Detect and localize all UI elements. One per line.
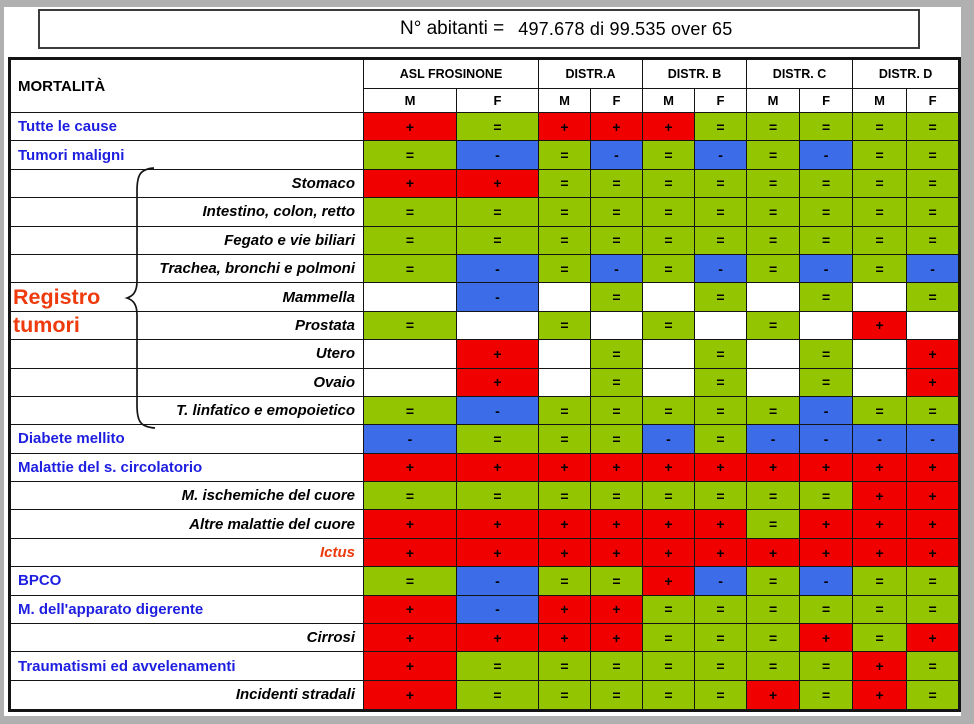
value-cell: = (364, 567, 457, 595)
value-cell: = (364, 396, 457, 424)
row-spacer (10, 624, 142, 652)
value-cell: = (643, 595, 695, 623)
row-label-main: Diabete mellito (10, 425, 364, 453)
value-cell: = (643, 198, 695, 226)
value-cell: + (853, 680, 907, 710)
registro-line1: Registro (13, 285, 101, 309)
value-cell (539, 340, 591, 368)
value-cell: = (695, 595, 747, 623)
value-cell: = (695, 340, 747, 368)
row-label-sub: Altre malattie del cuore (142, 510, 364, 538)
value-cell: + (853, 652, 907, 680)
row-spacer (10, 368, 142, 396)
value-cell: = (800, 595, 853, 623)
value-cell: + (853, 482, 907, 510)
value-cell: = (539, 198, 591, 226)
value-cell: + (591, 624, 643, 652)
value-cell: = (539, 254, 591, 282)
value-cell: = (591, 226, 643, 254)
tumor-group-brace (124, 165, 160, 431)
value-cell: - (591, 254, 643, 282)
value-cell: - (457, 396, 539, 424)
value-cell: - (907, 425, 960, 453)
row-spacer (10, 340, 142, 368)
registro-line2: tumori (13, 313, 80, 337)
value-cell: + (695, 510, 747, 538)
value-cell: - (591, 141, 643, 169)
value-cell: = (695, 226, 747, 254)
value-cell: = (747, 567, 800, 595)
value-cell: + (539, 510, 591, 538)
value-cell (695, 311, 747, 339)
value-cell: = (364, 141, 457, 169)
value-cell: + (364, 652, 457, 680)
value-cell: - (907, 254, 960, 282)
value-cell: = (457, 482, 539, 510)
column-subheader: F (591, 89, 643, 113)
value-cell: + (364, 624, 457, 652)
value-cell: + (695, 538, 747, 566)
value-cell: + (907, 482, 960, 510)
value-cell: + (364, 680, 457, 710)
row-label-sub: Ictus (142, 538, 364, 566)
value-cell: + (457, 340, 539, 368)
value-cell (643, 368, 695, 396)
column-subheader: M (643, 89, 695, 113)
value-cell: = (457, 680, 539, 710)
value-cell: = (853, 624, 907, 652)
value-cell: = (539, 226, 591, 254)
value-cell: - (695, 254, 747, 282)
value-cell: = (853, 226, 907, 254)
row-label-sub: Prostata (142, 311, 364, 339)
value-cell: = (643, 396, 695, 424)
value-cell (747, 340, 800, 368)
value-cell (364, 368, 457, 396)
value-cell: = (907, 198, 960, 226)
column-subheader: F (457, 89, 539, 113)
column-subheader: M (853, 89, 907, 113)
value-cell: = (907, 226, 960, 254)
value-cell: - (800, 396, 853, 424)
value-cell: - (800, 141, 853, 169)
value-cell: = (457, 226, 539, 254)
value-cell: + (539, 595, 591, 623)
value-cell: = (539, 169, 591, 197)
value-cell: = (591, 396, 643, 424)
value-cell: - (457, 141, 539, 169)
value-cell: = (364, 311, 457, 339)
value-cell: = (800, 368, 853, 396)
value-cell: = (591, 680, 643, 710)
row-label-sub: Ovaio (142, 368, 364, 396)
row-label-sub: Stomaco (142, 169, 364, 197)
value-cell: = (800, 226, 853, 254)
value-cell: = (695, 198, 747, 226)
value-cell: - (457, 283, 539, 311)
value-cell: - (364, 425, 457, 453)
value-cell: = (539, 311, 591, 339)
row-spacer (10, 226, 142, 254)
value-cell: = (457, 652, 539, 680)
column-group-header: DISTR. D (853, 59, 960, 89)
value-cell: + (800, 624, 853, 652)
value-cell: = (747, 198, 800, 226)
row-label-sub: Intestino, colon, retto (142, 198, 364, 226)
value-cell: - (800, 567, 853, 595)
value-cell: + (643, 538, 695, 566)
value-cell: = (695, 624, 747, 652)
group-header-row (10, 59, 960, 89)
value-cell: = (695, 113, 747, 141)
value-cell: + (364, 595, 457, 623)
value-cell: + (457, 453, 539, 481)
value-cell: = (853, 595, 907, 623)
value-cell: - (457, 567, 539, 595)
value-cell (643, 340, 695, 368)
value-cell: = (539, 652, 591, 680)
value-cell: = (591, 567, 643, 595)
value-cell: - (695, 567, 747, 595)
value-cell: + (643, 510, 695, 538)
row-label-sub: Incidenti stradali (142, 680, 364, 710)
value-cell: + (747, 538, 800, 566)
value-cell: = (643, 141, 695, 169)
value-cell: = (747, 482, 800, 510)
value-cell: + (539, 624, 591, 652)
value-cell: + (364, 453, 457, 481)
value-cell: = (747, 311, 800, 339)
value-cell: = (907, 396, 960, 424)
value-cell: + (800, 510, 853, 538)
value-cell: - (800, 254, 853, 282)
table-row (10, 567, 960, 595)
value-cell: = (364, 198, 457, 226)
value-cell: = (591, 283, 643, 311)
value-cell (539, 368, 591, 396)
value-cell: + (364, 113, 457, 141)
value-cell: = (747, 652, 800, 680)
table-row (10, 595, 960, 623)
value-cell: - (800, 425, 853, 453)
value-cell: = (907, 283, 960, 311)
value-cell: + (539, 453, 591, 481)
value-cell (364, 283, 457, 311)
table-row (10, 453, 960, 481)
value-cell: = (800, 482, 853, 510)
value-cell: = (907, 141, 960, 169)
value-cell: = (800, 340, 853, 368)
value-cell: + (457, 169, 539, 197)
value-cell: = (907, 652, 960, 680)
value-cell: = (457, 425, 539, 453)
value-cell (643, 283, 695, 311)
value-cell: + (907, 510, 960, 538)
value-cell: + (747, 453, 800, 481)
value-cell: = (907, 595, 960, 623)
column-subheader: F (907, 89, 960, 113)
row-label-sub: Fegato e vie biliari (142, 226, 364, 254)
value-cell: = (853, 198, 907, 226)
value-cell: = (364, 254, 457, 282)
value-cell: + (457, 510, 539, 538)
value-cell: = (853, 113, 907, 141)
value-cell: + (907, 538, 960, 566)
row-spacer (10, 396, 142, 424)
row-label-sub: M. ischemiche del cuore (142, 482, 364, 510)
value-cell: + (907, 624, 960, 652)
table-row (10, 652, 960, 680)
value-cell: = (643, 311, 695, 339)
value-cell: - (457, 595, 539, 623)
value-cell: + (907, 340, 960, 368)
value-cell: + (364, 510, 457, 538)
value-cell: = (643, 254, 695, 282)
value-cell: = (591, 652, 643, 680)
value-cell: + (643, 453, 695, 481)
value-cell: + (695, 453, 747, 481)
value-cell: = (853, 169, 907, 197)
value-cell: = (695, 425, 747, 453)
inhabitants-value: 497.678 di 99.535 over 65 (518, 18, 733, 39)
row-spacer (10, 254, 142, 282)
row-spacer (10, 538, 142, 566)
slide-page (4, 7, 961, 716)
value-cell (364, 340, 457, 368)
value-cell: = (747, 396, 800, 424)
row-label-sub: Mammella (142, 283, 364, 311)
column-subheader: F (695, 89, 747, 113)
value-cell: + (364, 538, 457, 566)
value-cell: = (591, 340, 643, 368)
value-cell: = (907, 169, 960, 197)
value-cell: = (539, 141, 591, 169)
column-group-header: DISTR.A (539, 59, 643, 89)
column-group-header: DISTR. C (747, 59, 853, 89)
value-cell: + (591, 510, 643, 538)
value-cell: + (853, 453, 907, 481)
value-cell: = (907, 567, 960, 595)
value-cell (853, 283, 907, 311)
value-cell: + (539, 113, 591, 141)
row-label-main: Tumori maligni (10, 141, 364, 169)
inhabitants-label: N° abitanti = (400, 18, 505, 39)
value-cell: = (643, 624, 695, 652)
row-label-main: Tutte le cause (10, 113, 364, 141)
value-cell (591, 311, 643, 339)
row-label-main: BPCO (10, 567, 364, 595)
row-label-main: Malattie del s. circolatorio (10, 453, 364, 481)
value-cell: + (591, 453, 643, 481)
value-cell: + (800, 538, 853, 566)
value-cell: + (643, 113, 695, 141)
row-label-sub: Cirrosi (142, 624, 364, 652)
value-cell: = (695, 283, 747, 311)
row-label-main: Traumatismi ed avvelenamenti (10, 652, 364, 680)
value-cell (800, 311, 853, 339)
value-cell: = (364, 482, 457, 510)
value-cell (747, 283, 800, 311)
table-row (10, 624, 960, 652)
value-cell (457, 311, 539, 339)
value-cell: = (747, 510, 800, 538)
value-cell: = (539, 567, 591, 595)
value-cell: = (539, 680, 591, 710)
value-cell: = (695, 368, 747, 396)
value-cell: = (364, 226, 457, 254)
column-subheader: M (747, 89, 800, 113)
value-cell: + (800, 453, 853, 481)
value-cell: + (539, 538, 591, 566)
value-cell: = (747, 624, 800, 652)
row-label-sub: T. linfatico e emopoietico (142, 396, 364, 424)
value-cell: = (457, 198, 539, 226)
value-cell: = (747, 113, 800, 141)
value-cell: - (457, 254, 539, 282)
value-cell: = (853, 396, 907, 424)
table-row (10, 680, 960, 710)
value-cell: = (643, 680, 695, 710)
value-cell: = (643, 226, 695, 254)
value-cell: = (695, 396, 747, 424)
value-cell: = (800, 198, 853, 226)
value-cell: = (695, 482, 747, 510)
value-cell: + (853, 311, 907, 339)
value-cell: = (643, 169, 695, 197)
value-cell: = (539, 396, 591, 424)
value-cell: = (591, 425, 643, 453)
value-cell: = (539, 482, 591, 510)
value-cell: - (695, 141, 747, 169)
mortalita-header: MORTALITÀ (10, 59, 364, 113)
value-cell (539, 283, 591, 311)
value-cell: = (800, 652, 853, 680)
value-cell: - (747, 425, 800, 453)
value-cell: = (747, 169, 800, 197)
value-cell: + (457, 624, 539, 652)
value-cell: + (591, 595, 643, 623)
value-cell (853, 368, 907, 396)
value-cell: = (591, 368, 643, 396)
value-cell: + (747, 680, 800, 710)
value-cell: = (907, 680, 960, 710)
value-cell: = (591, 198, 643, 226)
value-cell (853, 340, 907, 368)
table-row (10, 510, 960, 538)
value-cell: - (643, 425, 695, 453)
value-cell: = (853, 141, 907, 169)
column-subheader: F (800, 89, 853, 113)
column-group-header: ASL FROSINONE (364, 59, 539, 89)
value-cell: + (591, 113, 643, 141)
value-cell: = (853, 567, 907, 595)
value-cell: + (853, 538, 907, 566)
value-cell: = (695, 680, 747, 710)
value-cell: = (747, 141, 800, 169)
value-cell (907, 311, 960, 339)
column-subheader: M (539, 89, 591, 113)
value-cell: + (591, 538, 643, 566)
value-cell: = (800, 680, 853, 710)
value-cell: = (853, 254, 907, 282)
row-spacer (10, 198, 142, 226)
value-cell: = (800, 283, 853, 311)
value-cell: = (457, 113, 539, 141)
column-subheader: M (364, 89, 457, 113)
value-cell: = (907, 113, 960, 141)
table-row (10, 538, 960, 566)
value-cell: + (907, 453, 960, 481)
value-cell: = (643, 652, 695, 680)
row-label-main: M. dell'apparato digerente (10, 595, 364, 623)
value-cell: + (364, 169, 457, 197)
row-spacer (10, 510, 142, 538)
value-cell: = (695, 652, 747, 680)
row-label-sub: Utero (142, 340, 364, 368)
value-cell: = (643, 482, 695, 510)
row-spacer (10, 680, 142, 710)
row-spacer (10, 482, 142, 510)
value-cell: = (591, 482, 643, 510)
value-cell: - (853, 425, 907, 453)
value-cell: = (539, 425, 591, 453)
inhabitants-box (38, 9, 920, 49)
registro-tumori-note (13, 283, 100, 339)
value-cell: = (591, 169, 643, 197)
table-row (10, 113, 960, 141)
value-cell: + (853, 510, 907, 538)
value-cell: = (747, 595, 800, 623)
value-cell: = (747, 254, 800, 282)
value-cell: = (800, 169, 853, 197)
table-row (10, 482, 960, 510)
column-group-header: DISTR. B (643, 59, 747, 89)
value-cell: + (457, 368, 539, 396)
value-cell: + (907, 368, 960, 396)
value-cell: + (643, 567, 695, 595)
table-header (10, 59, 960, 113)
value-cell: = (800, 113, 853, 141)
value-cell: = (695, 169, 747, 197)
row-spacer (10, 169, 142, 197)
value-cell: = (747, 226, 800, 254)
value-cell: + (457, 538, 539, 566)
row-label-sub: Trachea, bronchi e polmoni (142, 254, 364, 282)
value-cell (747, 368, 800, 396)
